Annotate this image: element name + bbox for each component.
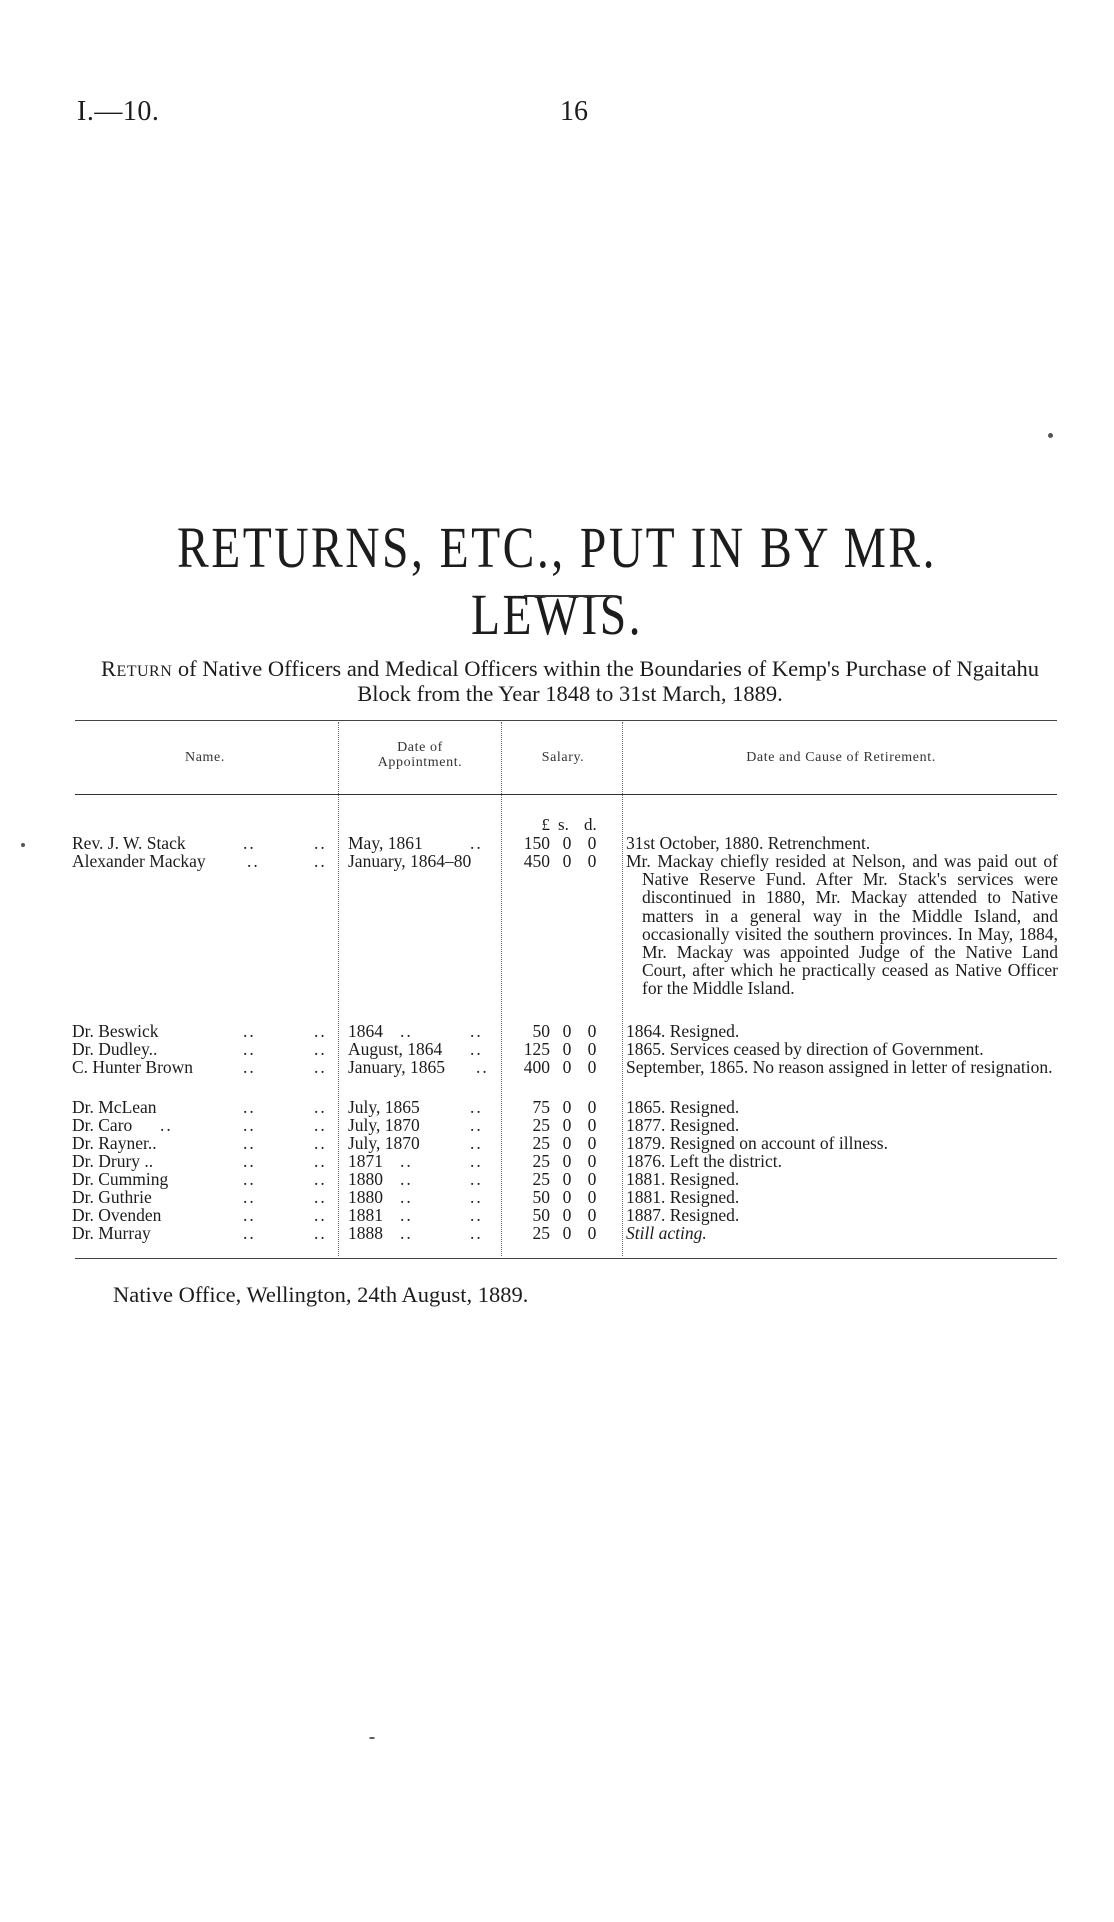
leader-dots: .. [314,851,327,871]
cell-shillings: 0 [562,1223,572,1243]
cell-name: Dr. Guthrie [72,1187,152,1207]
cell-pounds: 25 [532,1115,550,1135]
leader-dots: .. [243,833,256,853]
print-speck [1048,433,1053,438]
cell-date: 1871 [348,1151,383,1171]
leader-dots: .. [476,1057,489,1077]
leader-dots: .. [243,1223,256,1243]
cell-name: Dr. Murray [72,1223,151,1243]
cell-shillings: 0 [562,833,572,853]
table-row [0,1134,1114,1152]
leader-dots: .. [400,1205,413,1225]
cell-pounds: 50 [532,1187,550,1207]
leader-dots: .. [470,1115,483,1135]
leader-dots: .. [314,1205,327,1225]
table-row [0,834,1114,852]
cell-name: Dr. Ovenden [72,1205,162,1225]
cell-cause: 1864. Resigned. [626,1021,740,1041]
cell-name: Dr. Dudley.. [72,1039,158,1059]
cell-cause: 1865. Resigned. [626,1097,740,1117]
leader-dots: .. [314,1187,327,1207]
cell-pounds: 25 [532,1151,550,1171]
cell-shillings: 0 [562,1187,572,1207]
leader-dots: .. [314,833,327,853]
column-header-date-line1: Date of [397,740,443,755]
cell-name: Dr. Beswick [72,1021,159,1041]
leader-dots: .. [470,1039,483,1059]
table-caption [75,656,1065,706]
cell-pounds: 50 [532,1205,550,1225]
cell-name: Dr. Caro [72,1115,133,1135]
leader-dots: .. [314,1021,327,1041]
leader-dots: .. [314,1169,327,1189]
cell-date: July, 1865 [348,1097,420,1117]
leader-dots: .. [243,1057,256,1077]
column-header-name: Name. [185,750,225,765]
cell-cause-long [626,852,1058,998]
page-number: 16 [560,96,588,127]
print-speck [369,1737,375,1739]
cell-cause: 1877. Resigned. [626,1115,740,1135]
leader-dots: .. [243,1115,256,1135]
cell-cause: 1879. Resigned on account of illness. [626,1133,888,1153]
leader-dots: .. [470,1187,483,1207]
leader-dots: .. [314,1039,327,1059]
leader-dots: .. [314,1133,327,1153]
cell-date: January, 1865 [348,1057,446,1077]
cell-date: 1880 [348,1169,383,1189]
cell-shillings: 0 [562,1151,572,1171]
cell-pounds: 75 [532,1097,550,1117]
cell-date: July, 1870 [348,1133,420,1153]
cell-date: January, 1864–80 [348,851,472,871]
cell-shillings: 0 [562,1057,572,1077]
cell-cause-long [626,1058,1058,1076]
cell-name: Dr. Rayner.. [72,1133,157,1153]
table-row [0,1152,1114,1170]
unit-pence: d. [584,815,597,834]
cell-name: Alexander Mackay [72,851,206,871]
table-row [0,1040,1114,1058]
footer-signoff: Native Office, Wellington, 24th August, 1889. [113,1282,529,1307]
cell-date: August, 1864 [348,1039,443,1059]
column-header-salary: Salary. [541,750,585,765]
cell-pounds: 25 [532,1169,550,1189]
cell-cause: 1865. Services ceased by direction of Government. [626,1039,984,1059]
cell-date: 1864 [348,1021,383,1041]
cell-pence: 0 [587,1187,597,1207]
cell-pounds: 125 [523,1039,550,1059]
cell-pounds: 25 [532,1133,550,1153]
cell-name: Dr. Cumming [72,1169,169,1189]
table-row [0,1098,1114,1116]
cell-date: July, 1870 [348,1115,420,1135]
leader-dots: .. [400,1021,413,1041]
cell-pence: 0 [587,1097,597,1117]
leader-dots: .. [400,1187,413,1207]
unit-shillings: s. [558,815,569,834]
leader-dots: .. [243,1039,256,1059]
table-row [0,1224,1114,1242]
table-row [0,1116,1114,1134]
leader-dots: .. [400,1223,413,1243]
cell-cause: Mr. Mackay chiefly resided at Nelson, and was paid out of Native Reserve Fund. After Mr. Stack's services were discontinued in 1880, Mr. Mackay attended to Native matters in a general way in the Middle Island, and occasionally visited the southern provinces. In May, 1884, Mr. Mackay was appointed Judge of the Native Land Court, after which he practically ceased as Native Officer for the Middle Island. [626,851,1058,999]
cell-cause: 1881. Resigned. [626,1187,740,1207]
cell-cause: 31st October, 1880. Retrenchment. [626,833,871,853]
document-reference: I.—10. [77,96,160,127]
leader-dots: .. [243,1205,256,1225]
cell-pounds: 400 [523,1057,550,1077]
cell-pence: 0 [587,1205,597,1225]
cell-pounds: 450 [523,851,550,871]
leader-dots: .. [243,1187,256,1207]
cell-cause: September, 1865. No reason assigned in letter of resignation. [626,1057,1053,1077]
table-row [0,1206,1114,1224]
cell-name: Rev. J. W. Stack [72,833,186,853]
cell-pence: 0 [587,1223,597,1243]
cell-date: 1881 [348,1205,383,1225]
caption-lead: Return [100,656,173,681]
leader-dots: .. [314,1223,327,1243]
leader-dots: .. [314,1151,327,1171]
cell-pence: 0 [587,851,597,871]
leader-dots: .. [470,1205,483,1225]
leader-dots: .. [400,1151,413,1171]
cell-shillings: 0 [562,1169,572,1189]
cell-pounds: 25 [532,1223,550,1243]
leader-dots: .. [160,1115,173,1135]
cell-date: May, 1861 [348,833,423,853]
leader-dots: .. [470,833,483,853]
cell-shillings: 0 [562,1039,572,1059]
table-row [0,1022,1114,1040]
table-row [0,1188,1114,1206]
caption-text: of Native Officers and Medical Officers within the Boundaries of Kemp's Purchase of Ngaitahu Block from the Year 1848 to 31st March, 1889. [172,656,1040,706]
cell-pence: 0 [587,1169,597,1189]
table-row [0,1170,1114,1188]
cell-shillings: 0 [562,1133,572,1153]
table-bottom-rule [75,1258,1057,1259]
unit-pounds: £ [541,815,550,834]
leader-dots: .. [314,1097,327,1117]
cell-name: C. Hunter Brown [72,1057,194,1077]
column-header-date [340,740,500,770]
cell-shillings: 0 [562,1205,572,1225]
cell-date: 1888 [348,1223,383,1243]
page-title: RETURNS, ETC., PUT IN BY MR. LEWIS. [177,515,937,647]
leader-dots: .. [470,1223,483,1243]
cell-cause: 1887. Resigned. [626,1205,740,1225]
leader-dots: .. [314,1115,327,1135]
leader-dots: .. [243,1021,256,1041]
cell-pounds: 50 [532,1021,550,1041]
cell-cause: 1876. Left the district. [626,1151,783,1171]
title-rule [524,595,614,597]
cell-pounds: 150 [523,833,550,853]
cell-pence: 0 [587,1057,597,1077]
leader-dots: .. [243,1169,256,1189]
leader-dots: .. [470,1169,483,1189]
leader-dots: .. [247,851,260,871]
table-header-rule [75,794,1057,795]
cell-pence: 0 [587,1039,597,1059]
cell-name: Dr. McLean [72,1097,157,1117]
leader-dots: .. [470,1133,483,1153]
cell-name: Dr. Drury .. [72,1151,154,1171]
cell-shillings: 0 [562,1021,572,1041]
leader-dots: .. [400,1169,413,1189]
leader-dots: .. [470,1021,483,1041]
table-top-rule [75,720,1057,721]
leader-dots: .. [243,1151,256,1171]
cell-pence: 0 [587,1133,597,1153]
cell-cause: Still acting. [626,1223,707,1243]
cell-pence: 0 [587,833,597,853]
cell-date: 1880 [348,1187,383,1207]
leader-dots: .. [470,1097,483,1117]
cell-pence: 0 [587,1151,597,1171]
leader-dots: .. [243,1097,256,1117]
cell-shillings: 0 [562,1115,572,1135]
cell-pence: 0 [587,1021,597,1041]
cell-shillings: 0 [562,851,572,871]
leader-dots: .. [470,1151,483,1171]
cell-shillings: 0 [562,1097,572,1117]
cell-cause: 1881. Resigned. [626,1169,740,1189]
column-header-cause: Date and Cause of Retirement. [746,750,936,765]
leader-dots: .. [314,1057,327,1077]
leader-dots: .. [243,1133,256,1153]
print-speck [21,843,25,847]
column-header-date-line2: Appointment. [377,755,463,770]
cell-pence: 0 [587,1115,597,1135]
